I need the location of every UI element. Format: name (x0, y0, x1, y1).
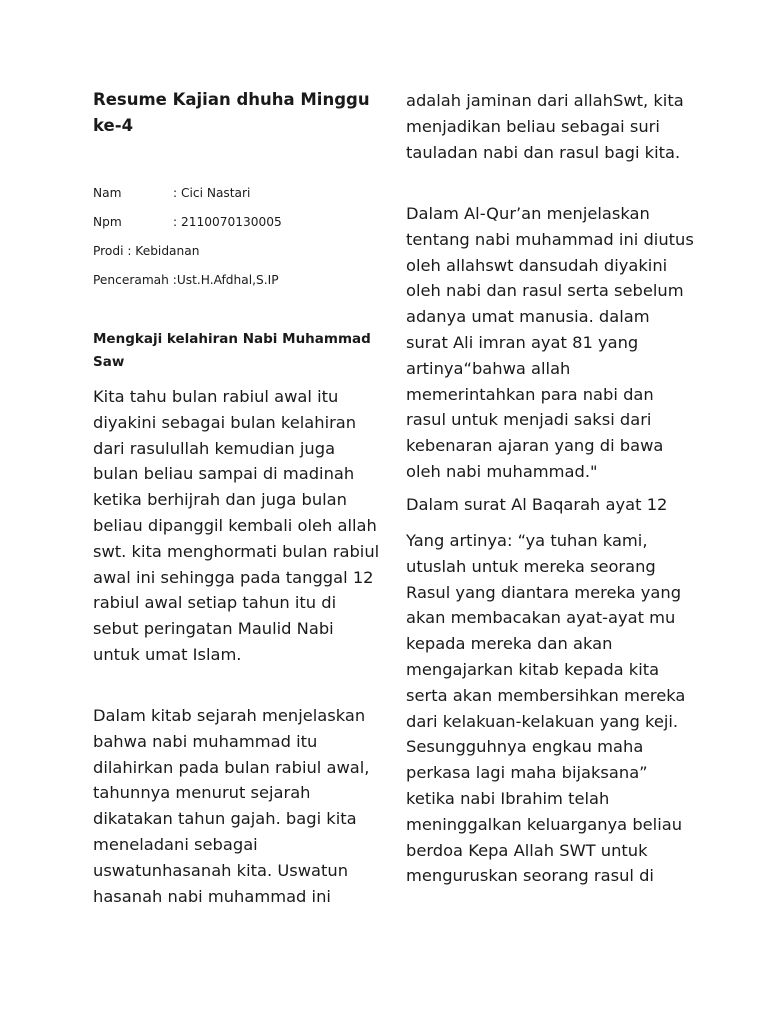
npm-row (93, 214, 282, 230)
right-paragraph-2: Dalam Al-Qur’an menjelaskan tentang nabi muhammad ini diutus oleh allahswt dansudah diyakini oleh nabi dan rasul serta sebelum adanya umat manusia. dalam surat Ali imran ayat 81 yang artinya“bahwa allah memerintahkan para nabi dan rasul untuk menjadi saksi dari kebenaran ajaran yang di bawa oleh nabi muhammad." (406, 204, 694, 481)
document-title: Resume Kajian dhuha Minggu ke-4 (93, 90, 370, 135)
npm-value: : 2110070130005 (173, 215, 282, 229)
npm-label: Npm (93, 215, 122, 229)
penceramah-row: Penceramah :Ust.H.Afdhal,S.IP (93, 273, 279, 287)
right-paragraph-4: Yang artinya: “ya tuhan kami, utuslah untuk mereka seorang Rasul yang diantara mereka yang akan membacakan ayat-ayat mu kepada mereka dan akan mengajarkan kitab kepada kita serta akan membersihkan mereka dari kelakuan-kelakuan yang keji. Sesungguhnya engkau maha perkasa lagi maha bijaksana” ketika nabi Ibrahim telah meninggalkan keluarganya beliau berdoa Kepa Allah SWT untuk menguruskan seorang rasul di (406, 531, 686, 886)
left-paragraph-1: Kita tahu bulan rabiul awal itu diyakini sebagai bulan kelahiran dari rasulullah kemudian juga bulan beliau sampai di madinah ketika berhijrah dan juga bulan beliau dipanggil kembali oleh allah swt. kita menghormati bulan rabiul awal ini sehingga pada tanggal 12 rabiul awal setiap tahun itu di sebut peringatan Maulid Nabi untuk umat Islam. (93, 387, 380, 664)
prodi-row: Prodi : Kebidanan (93, 244, 200, 258)
right-paragraph-1: adalah jaminan dari allahSwt, kita menjadikan beliau sebagai suri tauladan nabi dan rasul bagi kita. (406, 91, 684, 162)
name-value: : Cici Nastari (173, 186, 251, 200)
left-paragraph-2: Dalam kitab sejarah menjelaskan bahwa nabi muhammad itu dilahirkan pada bulan rabiul awal, tahunnya menurut sejarah dikatakan tahun gajah. bagi kita meneladani sebagai uswatunhasanah kita. Uswatun hasanah nabi muhammad ini (93, 706, 370, 906)
name-row (93, 185, 250, 201)
name-label: Nam (93, 186, 122, 200)
right-paragraph-3: Dalam surat Al Baqarah ayat 12 (406, 495, 668, 514)
section-heading: Mengkaji kelahiran Nabi Muhammad Saw (93, 331, 371, 370)
